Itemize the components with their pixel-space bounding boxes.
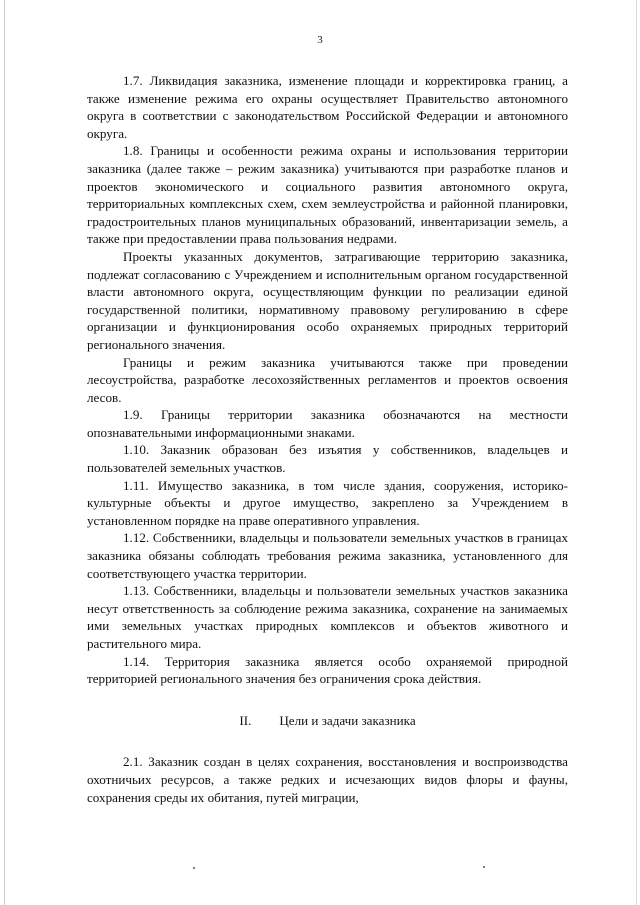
paragraph-1-12: 1.12. Собственники, владельцы и пользователи земельных участков в границах заказника обязаны соблюдать требования режима заказника, установленного для соответствующего участка территории. [87,530,568,581]
section-number: II. [239,712,252,728]
scan-edge-left [4,0,5,905]
paragraph-1-11: 1.11. Имущество заказника, в том числе здания, сооружения, историко-культурные объекты и другое имущество, закреплено за Учреждением в установленном порядке на праве оперативного управления. [87,477,568,528]
paragraph-1-8: 1.8. Границы и особенности режима охраны и использования территории заказника (далее также – режим заказника) учитываются при разработке планов и проектов экономического и социального развития автономного округа, территориальных комплексных схем, схем землеустройства и районной планировки, градостроительных планов муниципальных образований, инвентаризации земель, а также при предоставлении права пользования недрами. [87,143,568,247]
paragraph-1-7: 1.7. Ликвидация заказника, изменение площади и корректировка границ, а также изменение режима его охраны осуществляет Правительство автономного округа в соответствии с законодательством Российской Федерации и автономного округа. [87,73,568,141]
scan-speck [193,867,195,869]
paragraph-1-13: 1.13. Собственники, владельцы и пользователи земельных участков заказника несут ответственность за соблюдение режима заказника, сохранение на занимаемых ими земельных участках природных комплексов и объектов животного и растительного мира. [87,583,568,651]
section-title: Цели и задачи заказника [279,712,416,728]
paragraph-1-10: 1.10. Заказник образован без изъятия у собственников, владельцев и пользователей земельных участков. [87,442,568,476]
scan-edge-right [636,0,637,905]
paragraph-forest-management: Границы и режим заказника учитываются также при проведении лесоустройства, разработке лесохозяйственных регламентов и проектов освоения лесов. [87,354,568,405]
paragraph-2-1: 2.1. Заказник создан в целях сохранения, восстановления и воспроизводства охотничьих ресурсов, а также редких и исчезающих видов флоры и фауны, сохранения среды их обитания, путей миграции, [87,754,568,805]
paragraph-1-14: 1.14. Территория заказника является особо охраняемой природной территорией регионального значения без ограничения срока действия. [87,653,568,687]
document-body [87,72,568,806]
scan-speck [483,866,485,868]
section-heading [87,712,568,730]
paragraph-1-9: 1.9. Границы территории заказника обозначаются на местности опознавательными информационными знаками. [87,407,568,440]
page-number: 3 [317,34,323,46]
paragraph-project-documents: Проекты указанных документов, затрагивающие территорию заказника, подлежат согласованию с Учреждением и исполнительным органом государственной власти автономного округа, осуществляющим функции по реализации единой государственной политики, нормативному правовому регулированию в сфере организации и функционирования особо охраняемых природных территорий регионального значения. [87,248,568,352]
